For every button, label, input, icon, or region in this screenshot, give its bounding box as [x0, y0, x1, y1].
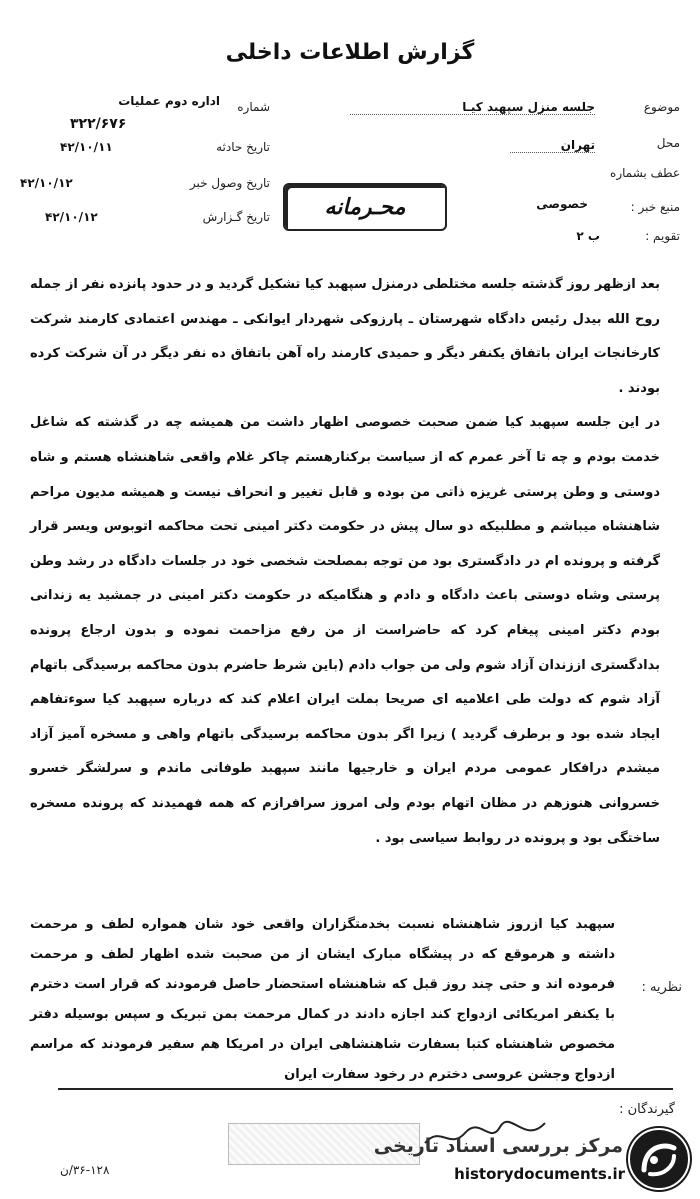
source-label: منبع خبر : [630, 200, 680, 214]
incident-date-label: تاریخ حادثه [216, 140, 270, 154]
body-paragraph-1: بعد ازظهر روز گذشته جلسه مختلطی درمنزل سپهبد کیا تشکیل گردید و در حدود پانزده نفر از جمله روح الله بیدل رئیس دادگاه شهرستان ـ پارزوکی شهردار ایوانکی ـ مهندس اعتمادی کارمند شرکت کارخانجات ایران باتفاق یکنفر دیگر و حمیدی کارمند راه آهن باتفاق ده نفر دیگر در آن شرکت کرده بودند . [30, 277, 660, 396]
place-label: محل [656, 136, 680, 150]
opinion-label: نظریه : [641, 980, 682, 995]
source-value: خصوصی [536, 197, 588, 211]
report-date-value: ۴۲/۱۰/۱۲ [45, 210, 98, 224]
subject-value: جلسه منزل سپهبد کیـا [350, 100, 595, 115]
incident-date-value: ۴۲/۱۰/۱۱ [60, 140, 113, 154]
reference-label: عطف بشماره [610, 166, 680, 180]
watermark-url: historydocuments.ir [454, 1165, 625, 1183]
subject-label: موضوع [643, 100, 680, 114]
evaluation-value: ب ۲ [576, 229, 600, 243]
watermark-name: مرکز بررسی اسناد تاریخی [373, 1135, 623, 1157]
receipt-date-value: ۴۲/۱۰/۱۲ [20, 176, 73, 190]
footer-divider [58, 1088, 673, 1090]
report-body [30, 268, 660, 856]
number-code: ۳۲۲/۶۷۶ [70, 116, 127, 132]
place-value: تهران [510, 138, 595, 153]
evaluation-label: تقویم : [645, 229, 680, 243]
report-date-label: تاریخ گـزارش [202, 210, 270, 224]
report-title: گزارش اطلاعات داخلی [225, 40, 475, 65]
archive-logo-icon [628, 1128, 690, 1190]
body-paragraph-2: در این جلسه سپهبد کیا ضمن صحبت خصوصی اظهار داشت من همیشه چه در گذشته که شاغل خدمت بودم و چه تا آخر عمرم که از سیاست برکنارهستم چاکر غلام واقعی شاهنشاه هستم و شاه دوستی و وطن پرستی غریزه ذاتی من بوده و قابل تغییر و انحراف نیست و همیشه مدیون مراحم شاهنشاه میباشم و مطلبیکه دو سال پیش در حکومت دکتر امینی تحت محاکمه اتوبوس ویسر قرار گرفته و پرونده ام در دادگستری بود من توجه بمصلحت شخصی خود در جلسات دادگاه در رشد وطن پرستی وشاه دوستی باعث دادگاه و دادم و هنگامیکه در حکومت دکتر امینی در جمشید یه زندانی بودم دکتر امینی پیغام کرد که حاضراست از من رفع مزاحمت نموده و بدون ارجاع پرونده بدادگستری اززندان آزاد شوم ولی من جواب دادم (باین شرط حاضرم بدون محاکمه برسیدگی باتهام آزاد شوم که دولت طی اعلامیه ای صریحا بملت ایران اعلام کند که درباره سپهبد کیا سوءتفاهم ایجاد شده بود و برطرف گردید ) زیرا اگر بدون محاکمه برسیدگی باتهام واهی و مسخره آمیز آزاد میشدم درافکار عمومی مردم ایران و خارجیها مانند سپهبد طوفانی ماندم و سرلشگر خسرو خسروانی هنوزهم در مظان اتهام بودم ولی امروز سرافرازم که همه فهمیدند که پرونده مسخره ساختگی بود و پرونده در روابط سیاسی بود . [30, 415, 660, 846]
confidential-stamp: محـرمانه [283, 183, 447, 231]
opinion-text: سپهبد کیا ازروز شاهنشاه نسبت بخدمتگزاران واقعی خود شان همواره لطف و مرحمت داشته و هرموقع که در پیشگاه مبارک ایشان از من صحبت شده اظهار لطف و مرحمت فرموده اند و حتی چند روز قبل که شاهنشاه استحضار حاصل فرمودند که قرار است دخترم با یکنفر امریکائی ازدواج کند اجازه دادند در کمال مرحمت بمن تبریک و سپس بوسیله دفتر مخصوص شاهنشاه کتبا بسفارت شاهنشاهی ایران در امریکا هم سفیر فرمودند که مراسم ازدواج وجشن عروسی دخترم در رخود سفارت ایران [30, 917, 615, 1082]
receipt-date-label: تاریخ وصول خبر [189, 176, 270, 190]
number-label: شماره [237, 100, 270, 114]
archive-code: ۳۶-۱۲۸/ن [60, 1163, 110, 1177]
recipients-label: گیرندگان : [619, 1102, 675, 1117]
number-value: اداره دوم عملیات [118, 94, 220, 108]
